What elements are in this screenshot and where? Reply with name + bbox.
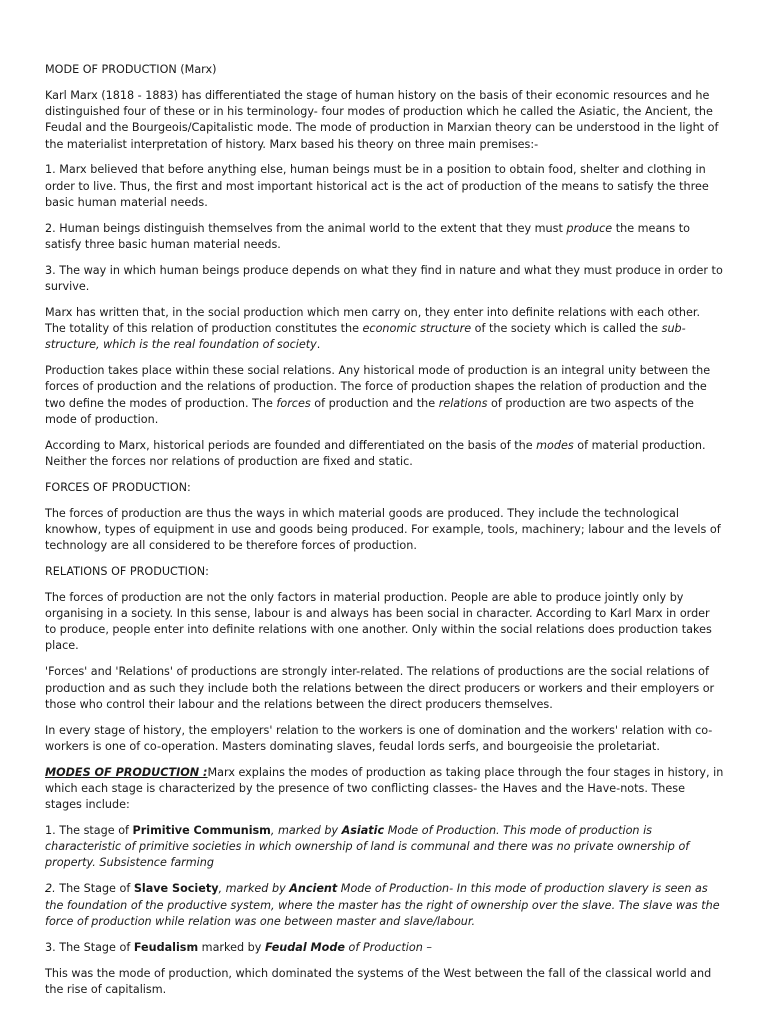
modes-paragraph [45, 765, 724, 814]
relations-heading: RELATIONS OF PRODUCTION: [45, 564, 209, 578]
social-production-paragraph [45, 305, 724, 354]
text-run: 3. The Stage of [45, 940, 134, 954]
text-run: Marx has written that, in the social production which men carry on, they enter into definite relations with each other. The totality of this relation of production constitutes the [45, 305, 701, 336]
italic-run: sub-structure, which is the real foundation of society [45, 322, 686, 352]
stage-2 [45, 881, 724, 930]
text-run: Marx explains the modes of production as taking place through the four stages in history, in which each stage is characterized by the presence of two conflicting classes- the Haves and the Have-nots. These stages include: [45, 765, 724, 812]
doc-title: MODE OF PRODUCTION (Marx) [45, 63, 217, 76]
premise-1: 1. Marx believed that before anything else, human beings must be in a position to obtain food, shelter and clothing in order to live. Thus, the first and most important historical act is the act of production of the means to satisfy the three basic human material needs. [45, 163, 709, 209]
text-run: 1. The stage of [45, 824, 133, 838]
italic-run: relations [438, 396, 488, 410]
bold-italic-run: Asiatic [341, 824, 385, 838]
relations-paragraph: The forces of production are not the only factors in material production. People are able to produce jointly only by organising in a society. In this sense, labour is and always has been social in character. According to Karl Marx in order to produce, people enter into definite relations with one another. Only within the social relations does production takes place. [45, 590, 712, 653]
stage-1 [45, 823, 724, 872]
modes-heading: MODES OF PRODUCTION : [45, 765, 208, 779]
italic-run: produce [566, 221, 613, 235]
forces-heading: FORCES OF PRODUCTION: [45, 480, 191, 494]
text-run: 2. Human beings distinguish themselves from the animal world to the extent that they must [45, 221, 567, 235]
italic-run: modes [536, 438, 574, 452]
italic-run: , marked by [270, 824, 342, 838]
text-run: of production and the [310, 396, 439, 410]
text-run: of production are two aspects of the mode of production. [45, 396, 694, 426]
italic-run: 2. [45, 882, 60, 896]
premise-2 [45, 221, 724, 253]
periods-paragraph [45, 438, 724, 470]
text-run: marked by [198, 940, 265, 954]
text-run: According to Marx, historical periods are founded and differentiated on the basis of the [45, 438, 537, 452]
text-run: The Stage of [59, 882, 134, 896]
italic-run: Mode of Production- In this mode of production slavery is seen as the foundation of the productive system, where the master has the right of ownership over the slave. The slave was the force of production while relation was one between master and slave/labour. [45, 882, 720, 928]
text-run: of material production. Neither the forces nor relations of production are fixed and static. [45, 438, 706, 468]
bold-italic-run: Ancient [289, 882, 338, 896]
interrelated-paragraph: 'Forces' and 'Relations' of productions are strongly inter-related. The relations of productions are the social relations of production and as such they include both the relations between the direct producers or workers and their employers or those who control their labour and the relations between the direct producers themselves. [45, 665, 715, 711]
bold-run: Feudalism [133, 940, 199, 954]
italic-run: Mode of Production. This mode of production is characteristic of primitive societies in which ownership of land is communal and there was no private ownership of property. Subsistence farming [45, 824, 690, 870]
italic-run: economic structure [362, 322, 472, 336]
text-run: Production takes place within these social relations. Any historical mode of production is an integral unity between the forces of production and the relations of production. The force of production shapes the relation of production and the two define the modes of production. The [45, 364, 711, 410]
text-run: of the society which is called the [471, 322, 662, 336]
bold-run: Slave Society [133, 882, 219, 896]
unity-paragraph [45, 363, 724, 428]
text-run: . [316, 338, 321, 352]
italic-run: forces [276, 396, 311, 410]
domination-paragraph: In every stage of history, the employers' relation to the workers is one of domination and the workers' relation with co-workers is one of co-operation. Masters dominating slaves, feudal lords serfs, and bourgeoisie the proletariat. [45, 723, 713, 753]
intro-paragraph: Karl Marx (1818 - 1883) has differentiated the stage of human history on the basis of their economic resources and he distinguished four of these or in his terminology- four modes of production which he called the Asiatic, the Ancient, the Feudal and the Bourgeois/Capitalistic mode. The mode of production in Marxian theory can be understood in the light of the materialist interpretation of history. Marx based his theory on three main premises:- [45, 88, 719, 151]
premise-3: 3. The way in which human beings produce depends on what they find in nature and what they must produce in order to survive. [45, 263, 723, 293]
forces-paragraph: The forces of production are thus the ways in which material goods are produced. They include the technological knowhow, types of equipment in use and goods being produced. For example, tools, machinery; labour and the levels of technology are all considered to be therefore forces of production. [45, 506, 721, 553]
bold-italic-run: Feudal Mode [264, 940, 345, 954]
stage-3 [45, 940, 724, 956]
italic-run: of Production – [344, 940, 432, 954]
bold-run: Primitive Communism [132, 824, 271, 838]
italic-run: , marked by [218, 882, 290, 896]
final-paragraph: This was the mode of production, which dominated the systems of the West between the fall of the classical world and the rise of capitalism. [45, 966, 712, 996]
text-run: the means to satisfy three basic human material needs. [45, 221, 691, 251]
